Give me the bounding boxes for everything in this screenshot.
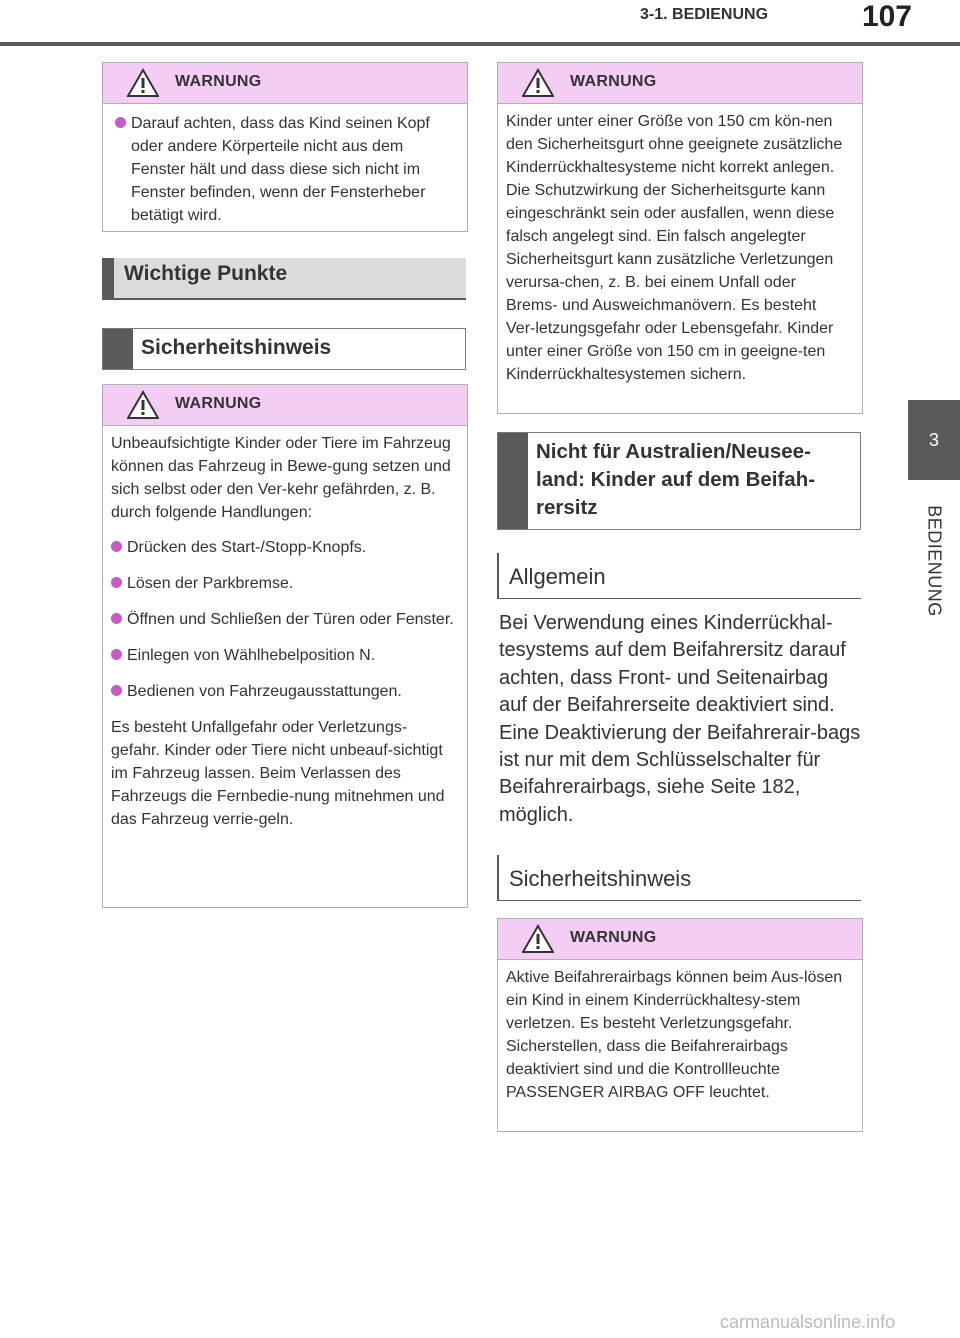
warning-triangle-icon <box>522 68 554 98</box>
warning-header <box>498 919 862 960</box>
warning-triangle-icon <box>522 924 554 954</box>
warning-box-seatbelt <box>497 62 863 414</box>
warning-bullet: Darauf achten, dass das Kind seinen Kopf oder andere Körperteile nicht aus dem Fenster hält und dass diese sich nicht im Fenster befinden, wenn der Fensterheber betätigt wird. <box>115 112 455 227</box>
heading-bar <box>103 329 133 369</box>
warning-text: Aktive Beifahrerairbags können beim Aus-lösen ein Kind in einem Kinderrückhaltesy-stem verletzen. Es besteht Verletzungsgefahr. Sicherstellen, dass die Beifahrerairbags deaktiviert sind und die Kontrollleuchte PASSENGER AIRBAG OFF leuchtet. <box>506 969 843 1101</box>
page-number: 107 <box>861 0 912 33</box>
warning-intro: Unbeaufsichtigte Kinder oder Tiere im Fahrzeug können das Fahrzeug in Bewe-gung setzen und sich selbst oder den Ver-kehr gefährden, z. B. durch folgende Handlungen: <box>111 435 451 521</box>
heading-bar <box>498 433 528 529</box>
warning-title: WARNUNG <box>175 73 262 90</box>
warning-text: Kinder unter einer Größe von 150 cm kön-nen den Sicherheitsgurt ohne geeignete zusätzliche Kinderrückhaltesysteme nicht korrekt anlegen. Die Schutzwirkung der Sicherheitsgurte kann eingeschränkt sein oder ausfallen, wenn diese falsch angelegt sind. Ein falsch angelegter Sicherheitsgurt kann zusätzliche Verletzungen verursa-chen, z. B. bei einem Unfall oder Brems- und Ausweichmanövern. Es besteht Ver-letzungsgefahr oder Lebensgefahr. Kinder unter einer Größe von 150 cm in geeigne-ten Kinderrückhaltesystemen sichern. <box>506 113 843 383</box>
warning-bullet: Bedienen von Fahrzeugausstattungen. <box>111 680 455 703</box>
subsection-heading-text: Allgemein <box>509 564 606 589</box>
chapter-label-text: BEDIENUNG <box>924 505 945 617</box>
warning-bullet: Drücken des Start-/Stopp-Knopfs. <box>111 536 455 559</box>
warning-triangle-icon <box>127 68 159 98</box>
warning-header <box>498 63 862 104</box>
subsection-heading-safety <box>497 855 861 901</box>
warning-bullet: Öffnen und Schließen der Türen oder Fenster. <box>111 608 455 631</box>
section-heading-text: Nicht für Australien/Neusee-land: Kinder auf dem Beifah-rersitz <box>536 440 816 519</box>
warning-title: WARNUNG <box>570 73 657 90</box>
warning-bullet: Einlegen von Wählhebelposition N. <box>111 644 455 667</box>
warning-box-airbag <box>497 918 863 1132</box>
section-heading-child-passenger-seat <box>497 432 861 530</box>
section-heading-important <box>102 258 466 300</box>
warning-bullet: Lösen der Parkbremse. <box>111 572 455 595</box>
header-rule <box>0 42 960 46</box>
section-heading-text: Wichtige Punkte <box>124 262 288 285</box>
body-paragraph: Bei Verwendung eines Kinderrückhal-tesystems auf dem Beifahrersitz darauf achten, dass Front- und Seitenairbag auf der Beifahrerseite deaktiviert sind. Eine Deaktivierung der Beifahrerair-bags ist nur mit dem Schlüsselschalter für Beifahrerairbags, siehe Seite 182, möglich. <box>499 612 861 826</box>
warning-outro: Es besteht Unfallgefahr oder Verletzungs-gefahr. Kinder oder Tiere nicht unbeauf-sichtigt im Fahrzeug lassen. Beim Verlassen des Fahrzeugs die Fernbedie-nung mitnehmen und das Fahrzeug verrie-geln. <box>111 719 445 828</box>
subsection-heading-text: Sicherheitshinweis <box>141 336 332 359</box>
warning-title: WARNUNG <box>175 395 262 412</box>
watermark: carmanualsonline.info <box>720 1312 896 1332</box>
warning-header <box>103 385 467 426</box>
warning-header <box>103 63 467 104</box>
warning-triangle-icon <box>127 390 159 420</box>
chapter-tab[interactable]: 3 <box>908 400 960 480</box>
warning-box-unattended <box>102 384 468 908</box>
header-section-title: 3-1. BEDIENUNG <box>640 6 769 23</box>
chapter-label <box>908 496 960 626</box>
subsection-heading-safety <box>102 328 466 370</box>
warning-title: WARNUNG <box>570 929 657 946</box>
subsection-heading-general <box>497 553 861 599</box>
subsection-heading-text: Sicherheitshinweis <box>509 866 692 891</box>
warning-box-window <box>102 62 468 232</box>
